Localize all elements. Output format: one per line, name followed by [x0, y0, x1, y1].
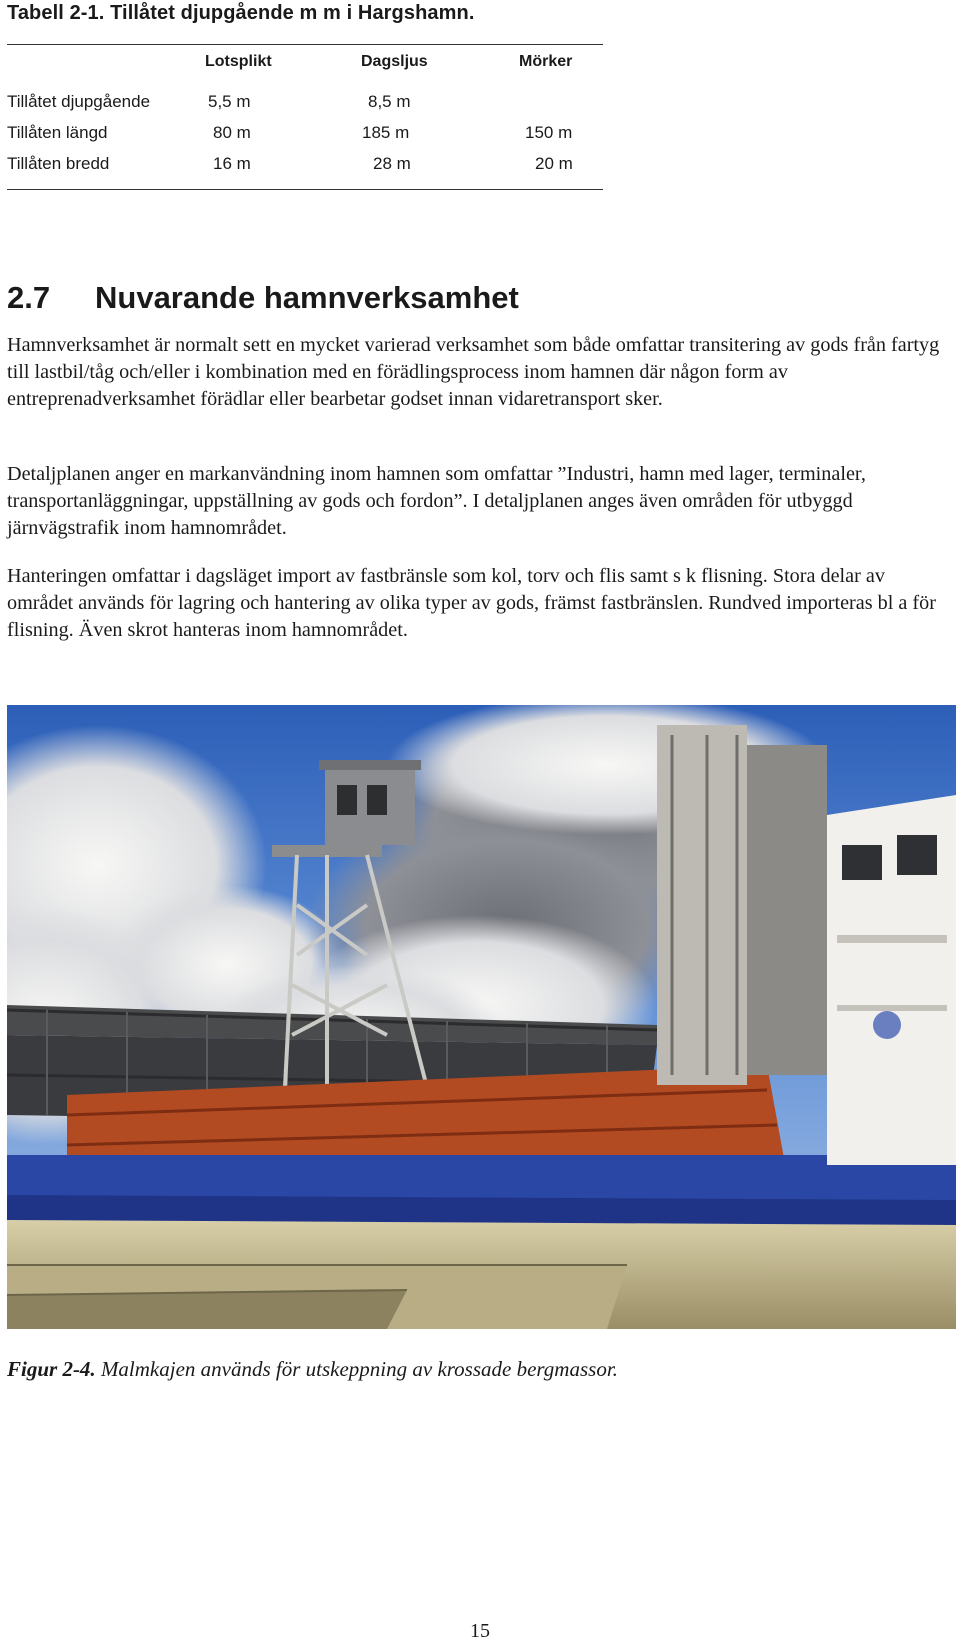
- table-cell: 28 m: [373, 154, 411, 173]
- table-cell: 20 m: [535, 154, 573, 173]
- table-cell: 185 m: [362, 123, 410, 142]
- table-cell: 150 m: [525, 123, 573, 142]
- table-row-label: Tillåtet djupgående: [7, 92, 151, 111]
- section-title: Nuvarande hamnverksamhet: [95, 280, 519, 315]
- table-title: Tabell 2-1. Tillåtet djupgående m m i Hargshamn.: [7, 2, 475, 24]
- paragraph: Hanteringen omfattar i dagsläget import av fastbränsle som kol, torv och flis samt s k flisning. Stora delar av området används för lagring och hantering av olika typer av gods, främst fastbränslen. Rundved importeras bl a för flisning. Även skrot hanteras inom hamnområdet.: [7, 565, 936, 641]
- paragraph: Detaljplanen anger en markanvändning inom hamnen som omfattar ”Industri, hamn med lager, terminaler, transportanläggningar, uppställning av gods och fordon”. I detaljplanen anges även områden för utbyggd järnvägstrafik inom hamnområdet.: [7, 463, 866, 539]
- column-header-lotsplikt: Lotsplikt: [205, 53, 272, 70]
- figure-caption: [7, 1357, 618, 1382]
- column-header-morker: Mörker: [519, 53, 573, 70]
- table-cell: 80 m: [213, 123, 251, 142]
- section-heading: [7, 280, 519, 316]
- paragraph: Hamnverksamhet är normalt sett en mycket varierad verksamhet som både omfattar transitering av gods från fartyg till lastbil/tåg och/eller i kombination med en förädlingsprocess inom hamnen där någon form av entreprenadverksamhet förädlar eller bearbetar godset innan vidaretransport sker.: [7, 334, 940, 410]
- harbor-photo-illustration: [7, 705, 956, 1329]
- figure-caption-text: Malmkajen används för utskeppning av krossade bergmassor.: [100, 1357, 618, 1381]
- section-number: 2.7: [7, 280, 51, 315]
- table-row-label: Tillåten längd: [7, 123, 108, 142]
- harbor-photo: [7, 705, 956, 1329]
- figure-label: Figur 2-4.: [7, 1357, 96, 1381]
- page-number: 15: [470, 1620, 490, 1642]
- table-cell: 5,5 m: [208, 92, 251, 111]
- table-top-rule: [7, 44, 603, 45]
- table-row-label: Tillåten bredd: [7, 154, 110, 173]
- column-header-dagsljus: Dagsljus: [361, 53, 428, 70]
- table-cell: 16 m: [213, 154, 251, 173]
- table-cell: 8,5 m: [368, 92, 411, 111]
- table-bottom-rule: [7, 189, 603, 190]
